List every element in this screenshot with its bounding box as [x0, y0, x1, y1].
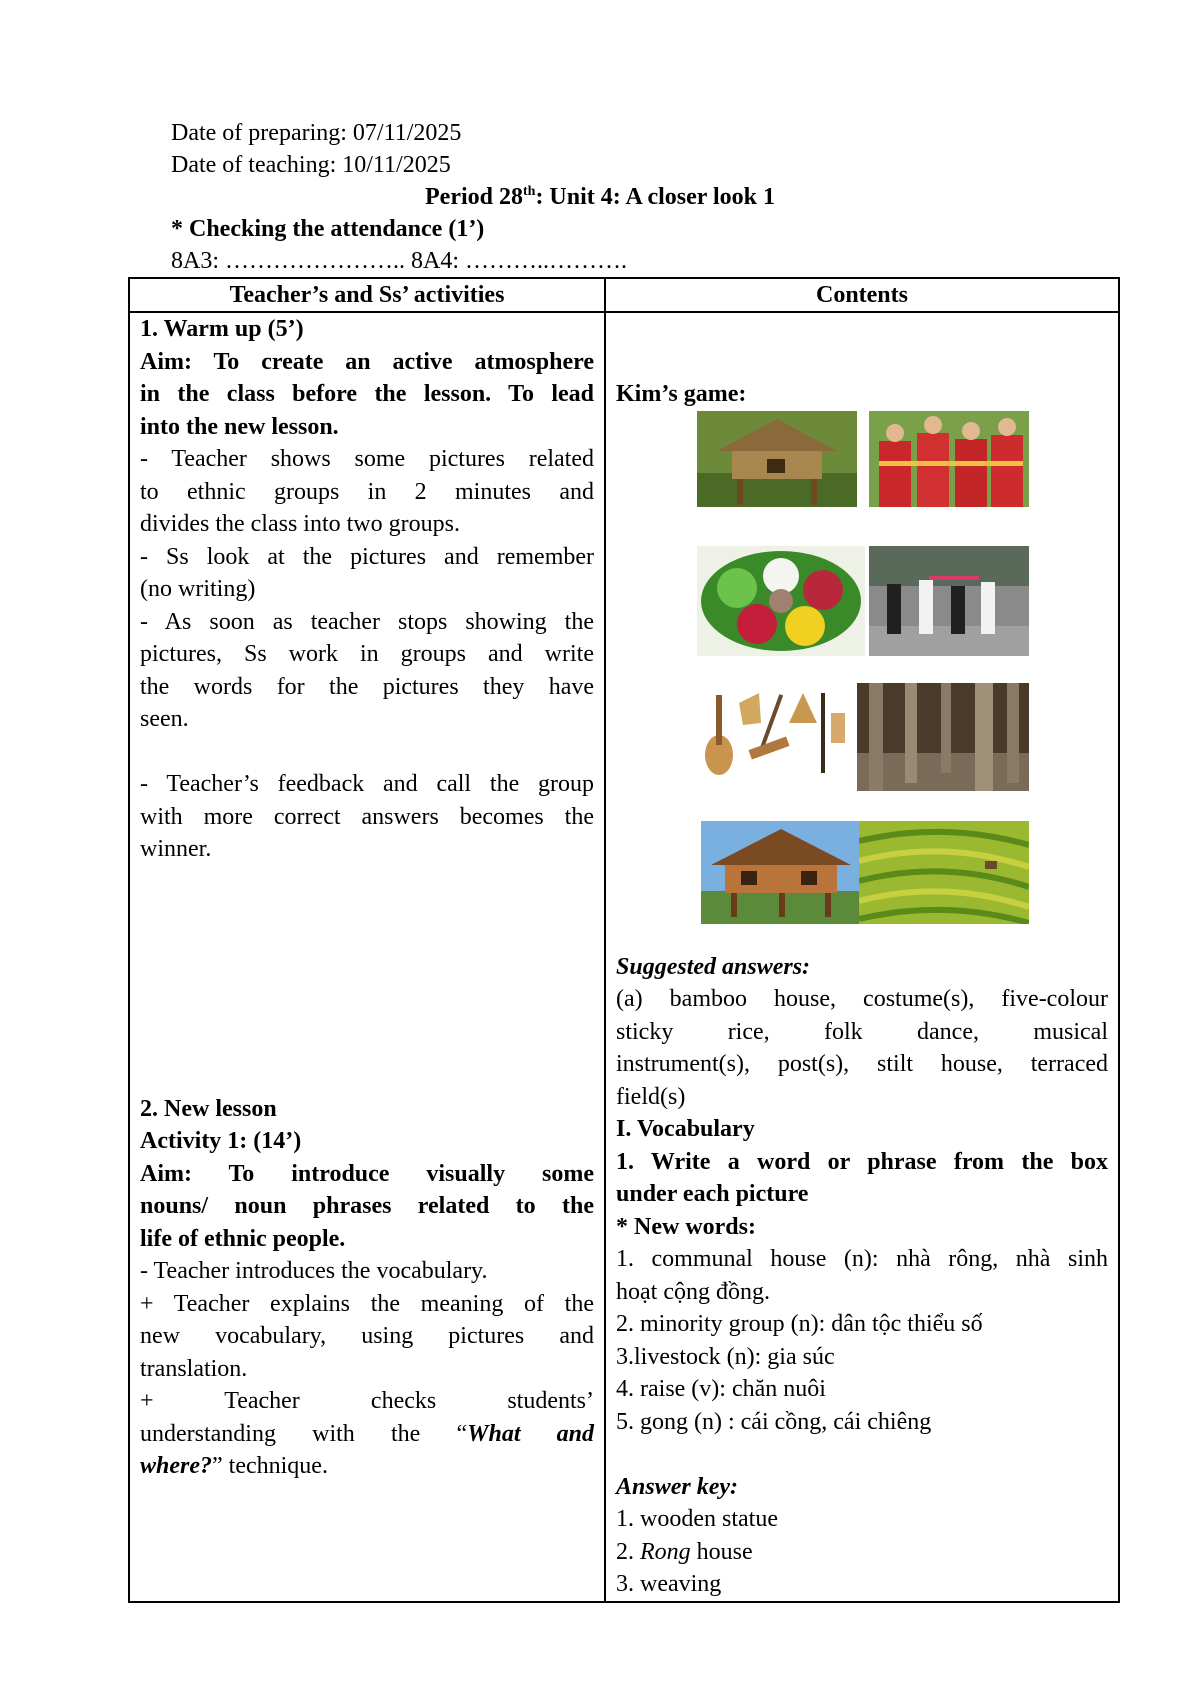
activity-aim-line: life of ethnic people. [140, 1225, 346, 1252]
warmup-step: - Teacher shows some pictures related [140, 446, 594, 472]
warmup-step: pictures, Ss work in groups and write [140, 641, 594, 667]
kims-game-pictures [616, 411, 1108, 951]
col-header-activities: Teacher’s and Ss’ activities [129, 278, 605, 312]
new-lesson-title: 2. New lesson [140, 1095, 277, 1122]
activity-title: Activity 1: (14’) [140, 1128, 302, 1154]
col-header-contents: Contents [605, 278, 1119, 312]
answer-key-label: Answer key: [616, 1473, 738, 1500]
suggested-answer-line: instrument(s), post(s), stilt house, terraced [616, 1051, 1108, 1077]
activities-cell [129, 312, 605, 1602]
feedback-line: with more correct answers becomes the [140, 803, 594, 830]
contents-cell [605, 312, 1119, 1602]
terraced-field-photo [859, 821, 1029, 924]
date-preparing: Date of preparing: 07/11/2025 [171, 120, 462, 146]
new-word-item: hoạt cộng đồng. [616, 1278, 770, 1305]
new-word-item: 4. raise (v): chăn nuôi [616, 1376, 826, 1402]
bamboo-house-photo [697, 411, 857, 507]
five-colour-sticky-rice-photo [697, 546, 865, 656]
ethnic-costume-photo [869, 411, 1029, 507]
activity-step: new vocabulary, using pictures and [140, 1323, 594, 1349]
suggested-answer-line: sticky rice, folk dance, musical [616, 1018, 1108, 1045]
activity-step: - Teacher introduces the vocabulary. [140, 1258, 488, 1284]
new-words-label: * New words: [616, 1213, 756, 1240]
lesson-title: Period 28th: Unit 4: A closer look 1 [425, 184, 775, 210]
warmup-step: - Ss look at the pictures and remember [140, 543, 594, 570]
warmup-aim-line: in the class before the lesson. To lead [140, 381, 594, 407]
warmup-step: - As soon as teacher stops showing the [140, 608, 594, 635]
warmup-title: 1. Warm up (5’) [140, 316, 304, 342]
kims-game-label: Kim’s game: [616, 381, 747, 407]
date-teaching: Date of teaching: 10/11/2025 [171, 152, 451, 178]
class-attendance: 8A3: ………………….. 8A4: ………..………. [171, 248, 627, 274]
suggested-answer-line: (a) bamboo house, costume(s), five-colour [616, 986, 1108, 1012]
new-word-item: 3.livestock (n): gia súc [616, 1343, 835, 1370]
musical-instruments-photo [699, 683, 849, 783]
suggested-answers-label: Suggested answers: [616, 953, 811, 980]
warmup-step: the words for the pictures they have [140, 673, 594, 700]
vocabulary-heading: I. Vocabulary [616, 1116, 755, 1142]
activity-step: translation. [140, 1355, 248, 1382]
task-title: under each picture [616, 1181, 809, 1207]
answer-item: 3. weaving [616, 1571, 722, 1597]
attendance-heading: * Checking the attendance (1’) [171, 216, 485, 242]
warmup-step: divides the class into two groups. [140, 511, 460, 537]
activity-step: where?” technique. [140, 1453, 328, 1479]
activity-step: + Teacher explains the meaning of the [140, 1290, 594, 1317]
feedback-line: - Teacher’s feedback and call the group [140, 771, 594, 797]
feedback-line: winner. [140, 836, 212, 862]
warmup-step: to ethnic groups in 2 minutes and [140, 478, 594, 505]
warmup-step: (no writing) [140, 576, 256, 602]
stilt-house-photo [701, 821, 859, 924]
task-title: 1. Write a word or phrase from the box [616, 1148, 1108, 1175]
answer-item: 1. wooden statue [616, 1506, 778, 1532]
activity-step: + Teacher checks students’ [140, 1388, 594, 1414]
suggested-answer-line: field(s) [616, 1083, 686, 1110]
posts-photo [857, 683, 1029, 791]
warmup-aim-line: Aim: To create an active atmosphere [140, 348, 594, 375]
lesson-plan-table [128, 277, 1120, 1603]
activity-step: understanding with the “What and [140, 1420, 594, 1447]
warmup-aim-line: into the new lesson. [140, 413, 339, 440]
warmup-step: seen. [140, 706, 189, 732]
new-word-item: 2. minority group (n): dân tộc thiểu số [616, 1311, 983, 1337]
new-word-item: 1. communal house (n): nhà rông, nhà sinh [616, 1246, 1108, 1272]
folk-dance-photo [869, 546, 1029, 656]
activity-aim-line: nouns/ noun phrases related to the [140, 1193, 594, 1219]
new-word-item: 5. gong (n) : cái cồng, cái chiêng [616, 1408, 932, 1435]
answer-item: 2. Rong house [616, 1538, 753, 1565]
activity-aim-line: Aim: To introduce visually some [140, 1160, 594, 1187]
